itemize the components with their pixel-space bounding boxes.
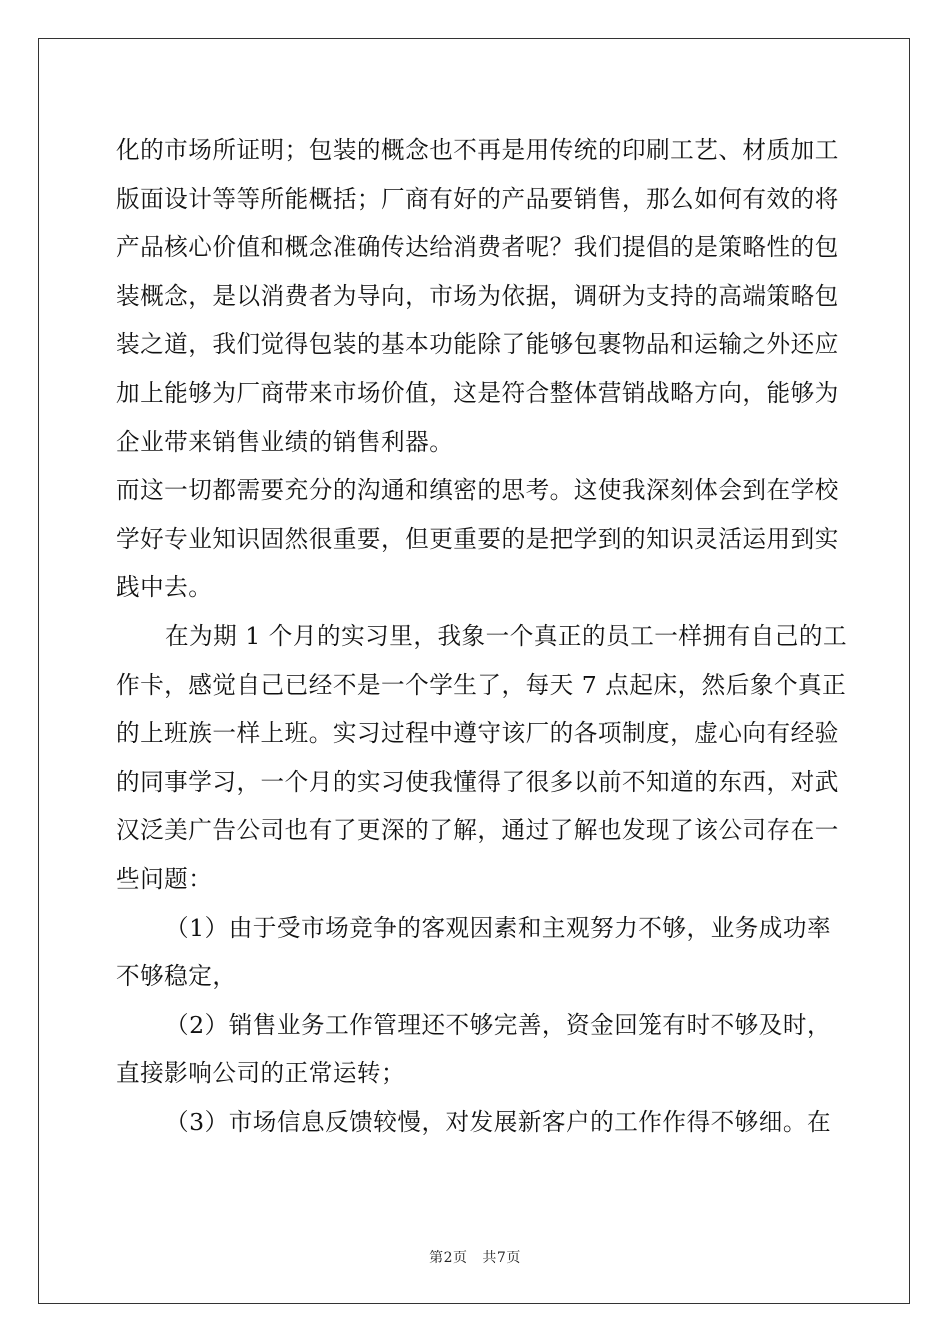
body-line: 学好专业知识固然很重要，但更重要的是把学到的知识灵活运用到实	[116, 524, 839, 553]
body-line: 企业带来销售业绩的销售利器。	[116, 427, 454, 456]
body-line: 作卡，感觉自己已经不是一个学生了，每天 7 点起床，然后象个真正	[116, 670, 847, 699]
list-item-2: （2）销售业务工作管理还不够完善，资金回笼有时不够及时，	[165, 1010, 832, 1039]
body-line: 产品核心价值和概念准确传达给消费者呢？我们提倡的是策略性的包	[116, 233, 839, 262]
body-line: 版面设计等等所能概括；厂商有好的产品要销售，那么如何有效的将	[116, 184, 839, 213]
list-item-3: （3）市场信息反馈较慢，对发展新客户的工作作得不够细。在	[165, 1107, 832, 1136]
document-body	[116, 126, 848, 1146]
body-line: 些问题：	[116, 864, 213, 893]
body-line: 装之道，我们觉得包装的基本功能除了能够包裹物品和运输之外还应	[116, 330, 839, 359]
body-line: 化的市场所证明；包装的概念也不再是用传统的印刷工艺、材质加工	[116, 136, 839, 164]
body-line: 的同事学习，一个月的实习使我懂得了很多以前不知道的东西，对武	[116, 767, 839, 796]
body-line: 的上班族一样上班。实习过程中遵守该厂的各项制度，虚心向有经验	[116, 719, 839, 748]
body-line: 加上能够为厂商带来市场价值，这是符合整体营销战略方向，能够为	[116, 378, 839, 407]
body-line: 不够稳定，	[116, 962, 237, 991]
body-line: 而这一切都需要充分的沟通和缜密的思考。这使我深刻体会到在学校	[116, 476, 839, 505]
page-total: 共7页	[482, 1250, 521, 1266]
paragraph-first-line: 在为期 1 个月的实习里，我象一个真正的员工一样拥有自己的工	[165, 621, 848, 650]
body-line: 装概念，是以消费者为导向，市场为依据，调研为支持的高端策略包	[116, 281, 839, 310]
body-line: 践中去。	[116, 573, 213, 602]
page-footer	[0, 1247, 950, 1267]
list-item-1: （1）由于受市场竞争的客观因素和主观努力不够，业务成功率	[165, 913, 832, 942]
body-line: 汉泛美广告公司也有了更深的了解，通过了解也发现了该公司存在一	[116, 816, 839, 845]
body-line: 直接影响公司的正常运转；	[116, 1059, 406, 1088]
page-number: 第2页	[429, 1250, 468, 1266]
